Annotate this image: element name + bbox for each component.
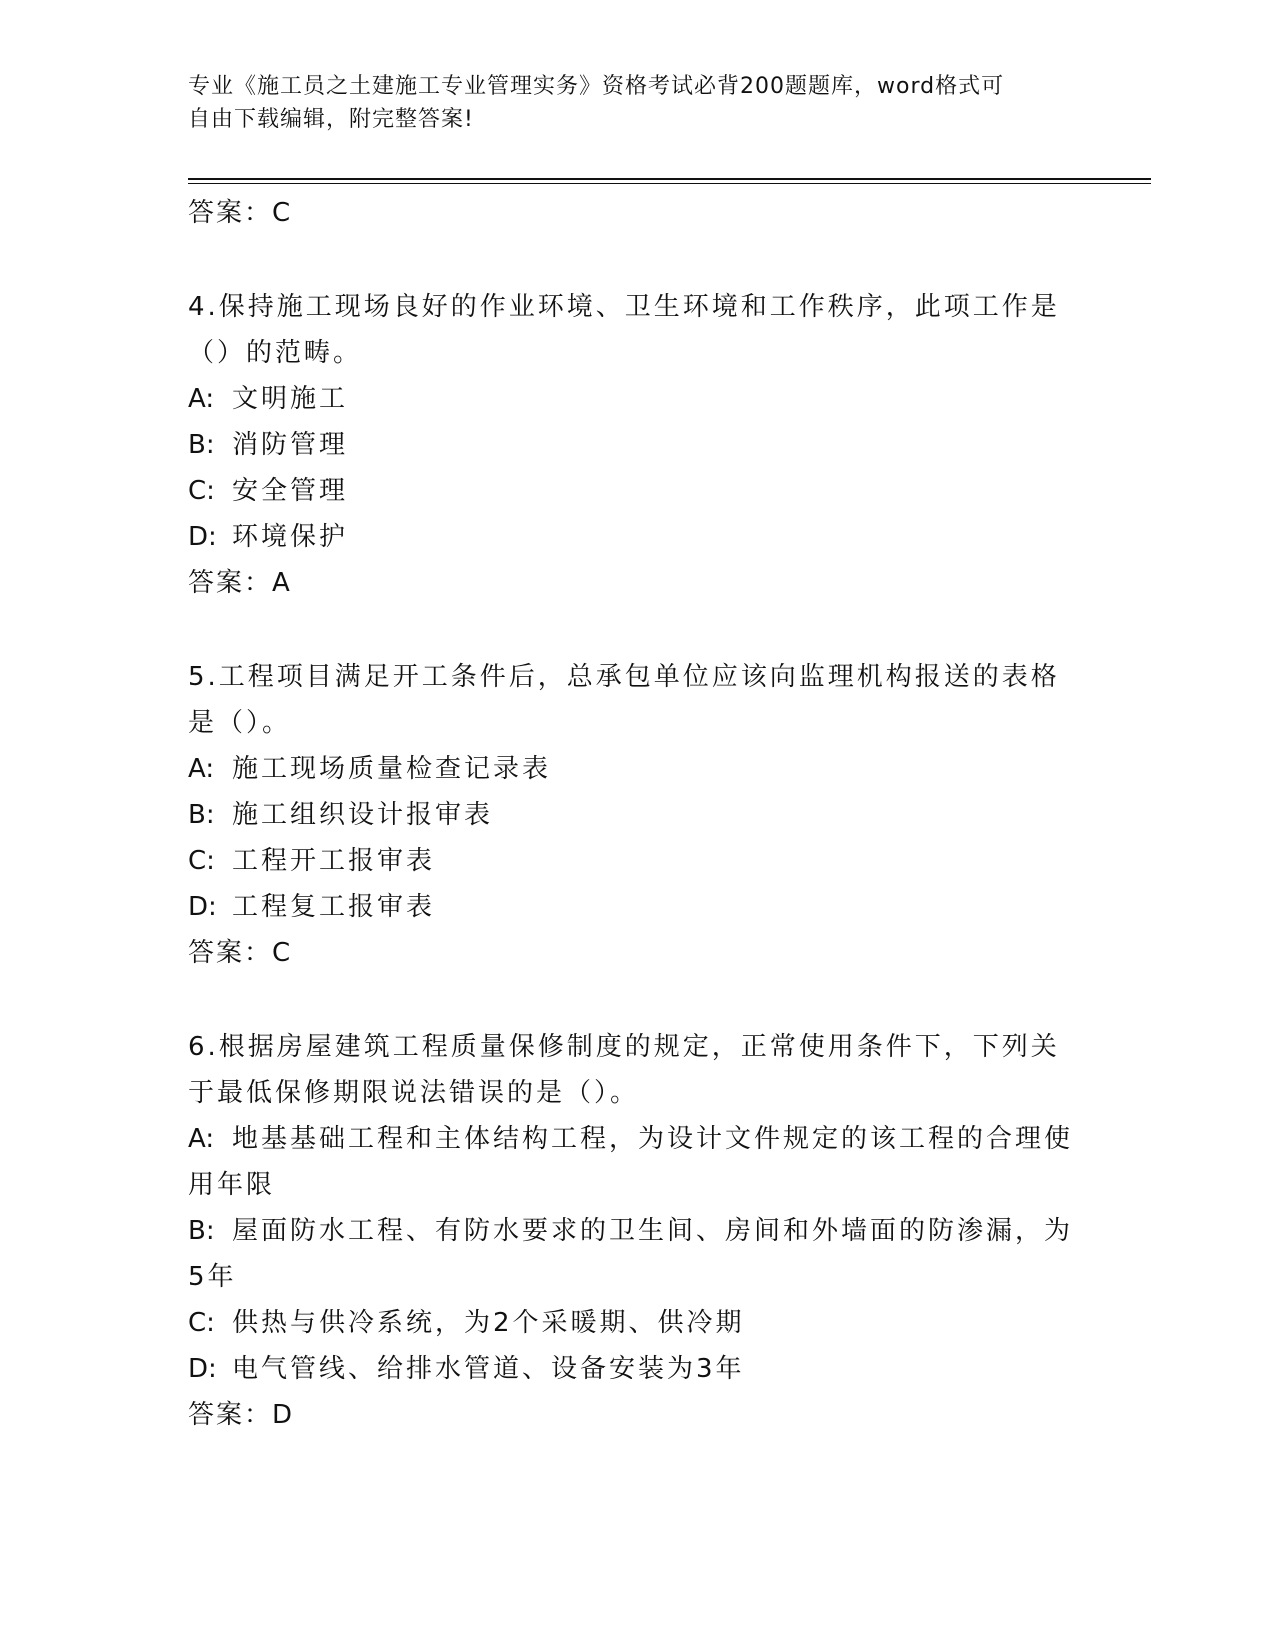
header-line-2: 自由下载编辑，附完整答案! bbox=[188, 107, 474, 132]
option-item bbox=[188, 376, 1088, 422]
question-text: 6.根据房屋建筑工程质量保修制度的规定，正常使用条件下，下列关于最低保修期限说法错误的是（）。 bbox=[188, 1032, 1060, 1108]
option-text: 地基基础工程和主体结构工程，为设计文件规定的该工程的合理使用年限 bbox=[188, 1124, 1074, 1200]
header-divider-thick bbox=[188, 178, 1151, 180]
option-item bbox=[188, 1116, 1088, 1208]
option-item bbox=[188, 792, 1088, 838]
option-text: 供热与供冷系统，为2个采暖期、供冷期 bbox=[232, 1308, 745, 1338]
answer-label: 答案： bbox=[188, 568, 273, 598]
option-item bbox=[188, 884, 1088, 930]
option-letter: D: bbox=[188, 522, 217, 552]
option-text: 电气管线、给排水管道、设备安装为3年 bbox=[232, 1354, 745, 1384]
option-text: 文明施工 bbox=[232, 384, 349, 414]
option-letter: A: bbox=[188, 1124, 215, 1154]
option-item bbox=[188, 468, 1088, 514]
option-text: 安全管理 bbox=[232, 476, 349, 506]
option-text: 环境保护 bbox=[232, 522, 349, 552]
question-text: 4.保持施工现场良好的作业环境、卫生环境和工作秩序，此项工作是（）的范畴。 bbox=[188, 292, 1060, 368]
option-letter: D: bbox=[188, 892, 217, 922]
option-letter: C: bbox=[188, 476, 215, 506]
option-letter: C: bbox=[188, 1308, 215, 1338]
question-block bbox=[188, 1024, 1088, 1438]
answer-value: C bbox=[272, 938, 291, 968]
option-letter: D: bbox=[188, 1354, 217, 1384]
question-block bbox=[188, 654, 1088, 976]
answer-value: A bbox=[272, 568, 290, 598]
answer-line bbox=[188, 560, 1088, 606]
answer-label: 答案： bbox=[188, 198, 273, 228]
question-block bbox=[188, 284, 1088, 606]
option-text: 施工组织设计报审表 bbox=[232, 800, 494, 830]
option-item bbox=[188, 514, 1088, 560]
option-text: 屋面防水工程、有防水要求的卫生间、房间和外墙面的防渗漏，为5年 bbox=[188, 1216, 1074, 1292]
option-item bbox=[188, 746, 1088, 792]
option-item bbox=[188, 1300, 1088, 1346]
option-item bbox=[188, 1208, 1088, 1300]
answer-value: C bbox=[272, 198, 291, 228]
question-list bbox=[188, 190, 1088, 1438]
header-line-1: 专业《施工员之土建施工专业管理实务》资格考试必背200题题库，word格式可 bbox=[188, 74, 1005, 99]
option-letter: B: bbox=[188, 800, 215, 830]
answer-line bbox=[188, 190, 1088, 236]
option-letter: A: bbox=[188, 754, 215, 784]
option-text: 工程开工报审表 bbox=[232, 846, 436, 876]
question-text: 5.工程项目满足开工条件后，总承包单位应该向监理机构报送的表格是（）。 bbox=[188, 662, 1060, 738]
option-text: 工程复工报审表 bbox=[232, 892, 436, 922]
answer-label: 答案： bbox=[188, 1400, 273, 1430]
document-header bbox=[188, 70, 1088, 136]
option-letter: B: bbox=[188, 1216, 215, 1246]
option-item bbox=[188, 1346, 1088, 1392]
option-item bbox=[188, 838, 1088, 884]
option-letter: A: bbox=[188, 384, 215, 414]
option-letter: B: bbox=[188, 430, 215, 460]
header-divider-thin bbox=[188, 183, 1151, 184]
answer-line bbox=[188, 1392, 1088, 1438]
option-item bbox=[188, 422, 1088, 468]
answer-value: D bbox=[272, 1400, 293, 1430]
option-letter: C: bbox=[188, 846, 215, 876]
answer-line bbox=[188, 930, 1088, 976]
option-text: 消防管理 bbox=[232, 430, 349, 460]
answer-label: 答案： bbox=[188, 938, 273, 968]
option-text: 施工现场质量检查记录表 bbox=[232, 754, 552, 784]
